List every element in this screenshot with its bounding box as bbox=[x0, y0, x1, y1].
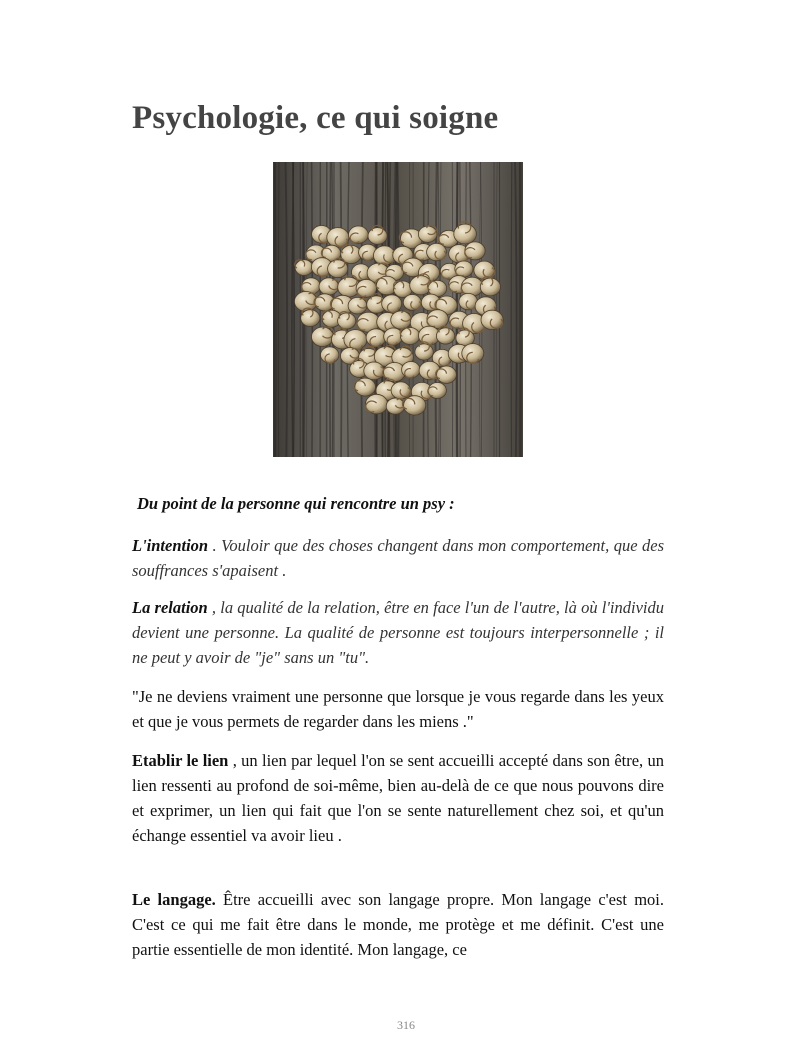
keyword-lien: Etablir le lien bbox=[132, 751, 229, 770]
keyword-langage: Le langage. bbox=[132, 890, 216, 909]
paragraph-quote bbox=[132, 684, 664, 734]
paragraph-relation-text: , la qualité de la relation, être en face l'un de l'autre, là où l'individu devient une personne. La qualité de personne est toujours interpersonnelle ; il ne peut y avoir de "je" sans un "tu". bbox=[132, 598, 664, 667]
paragraph-intention-text: . Vouloir que des choses changent dans mon comportement, que des souffrances s'apaisent . bbox=[132, 536, 664, 580]
paragraph-langage bbox=[132, 887, 664, 962]
quote-text: "Je ne deviens vraiment une personne que lorsque je vous regarde dans les yeux et que je vous permets de regarder dans les miens ." bbox=[132, 687, 664, 731]
paragraph-intention bbox=[132, 533, 664, 583]
page-title: Psychologie, ce qui soigne bbox=[132, 100, 499, 136]
keyword-relation: La relation bbox=[132, 598, 208, 617]
snail-shells-heart-photo bbox=[273, 162, 523, 457]
section-subheading: Du point de la personne qui rencontre un psy : bbox=[137, 494, 455, 513]
paragraph-langage-text: Être accueilli avec son langage propre. Mon langage c'est moi. C'est ce qui me fait être dans le monde, me protège et me définit. C'est une partie essentielle de mon identité. Mon langage, ce bbox=[132, 890, 665, 959]
page-number: 316 bbox=[397, 1018, 415, 1032]
paragraph-lien bbox=[132, 748, 664, 848]
paragraph-relation bbox=[132, 595, 664, 670]
paragraph-lien-text: , un lien par lequel l'on se sent accueilli accepté dans son être, un lien ressenti au profond de soi-même, bien au-delà de ce que nous pouvons dire et exprimer, un lien qui fait que l'on se sente naturellement chez soi, et qu'un échange essentiel va avoir lieu . bbox=[132, 751, 665, 845]
keyword-intention: L'intention bbox=[132, 536, 209, 555]
